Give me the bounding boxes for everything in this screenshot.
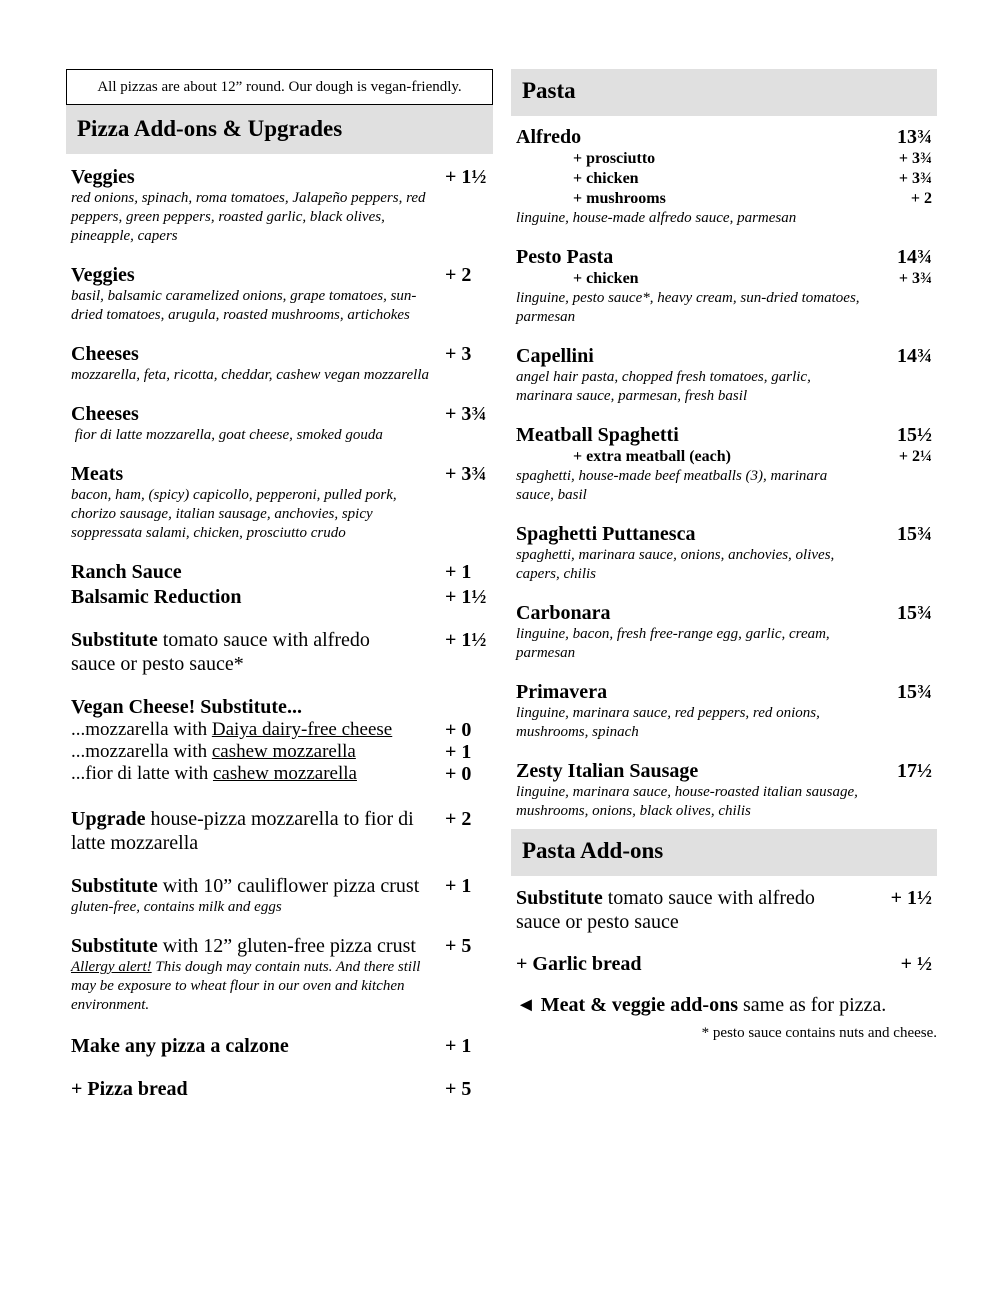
item-name-bold: Substitute bbox=[71, 629, 158, 651]
item-name: Spaghetti Puttanesca bbox=[516, 523, 696, 545]
addon-price: + 3¾ bbox=[898, 270, 932, 287]
item-description: linguine, marinara sauce, house-roasted italian sausage, mushrooms, onions, black olives, chilis bbox=[516, 784, 858, 819]
item-description: red onions, spinach, roma tomatoes, Jalapeño peppers, red peppers, green peppers, roasted garlic, black olives, pineapple, capers bbox=[71, 190, 426, 244]
addon-name: + prosciutto bbox=[573, 150, 656, 167]
item-description: mozzarella, feta, ricotta, cheddar, cashew vegan mozzarella bbox=[71, 367, 430, 383]
item-name-bold: Substitute bbox=[516, 887, 603, 909]
item-name bbox=[71, 628, 411, 676]
addon-name: + mushrooms bbox=[573, 190, 666, 207]
menu-item-zesty-sausage bbox=[511, 759, 937, 821]
menu-item-gluten-free-crust bbox=[66, 934, 493, 1015]
item-name-bold: Substitute bbox=[71, 935, 158, 957]
item-price: + 1 bbox=[445, 741, 472, 763]
menu-item-pizza-bread bbox=[66, 1077, 493, 1101]
item-price: 15¾ bbox=[897, 602, 932, 624]
item-name: Zesty Italian Sausage bbox=[516, 760, 699, 782]
item-description: fior di latte mozzarella, goat cheese, smoked gouda bbox=[71, 427, 383, 443]
vegan-option-link[interactable]: Daiya dairy-free cheese bbox=[211, 719, 393, 740]
vegan-option-prefix: ...fior di latte with bbox=[71, 763, 213, 784]
item-price: + 5 bbox=[445, 935, 472, 957]
menu-item-capellini bbox=[511, 344, 937, 406]
vegan-option bbox=[66, 741, 493, 763]
menu-item-veggies-2 bbox=[66, 263, 493, 325]
meat-veggie-note bbox=[511, 994, 937, 1017]
item-name bbox=[71, 807, 421, 855]
item-name: Ranch Sauce bbox=[71, 561, 182, 583]
item-price: + 2 bbox=[445, 808, 472, 830]
menu-item-substitute-sauce bbox=[66, 628, 493, 676]
menu-item-carbonara bbox=[511, 601, 937, 663]
allergy-alert-text: This dough may contain nuts. And there still may be exposure to wheat flour in our oven and kitchen environment. bbox=[71, 959, 421, 1013]
item-description: linguine, marinara sauce, red peppers, red onions, mushrooms, spinach bbox=[516, 705, 820, 740]
item-description: linguine, pesto sauce*, heavy cream, sun-dried tomatoes, parmesan bbox=[516, 290, 860, 325]
item-name-bold: Upgrade bbox=[71, 808, 146, 830]
item-name bbox=[516, 886, 856, 934]
addon-row bbox=[511, 189, 937, 209]
item-name bbox=[71, 934, 416, 958]
addon-price: + 3¾ bbox=[898, 150, 932, 167]
menu-item-ranch bbox=[66, 560, 493, 584]
menu-item-pesto-pasta bbox=[511, 245, 937, 327]
addon-name: + extra meatball (each) bbox=[573, 448, 731, 465]
item-price: + 1½ bbox=[890, 887, 932, 909]
item-description: gluten-free, contains milk and eggs bbox=[71, 899, 282, 915]
allergy-alert-link[interactable]: Allergy alert! bbox=[71, 959, 152, 975]
meat-note-rest: same as for pizza. bbox=[738, 994, 887, 1016]
item-price: 14¾ bbox=[897, 246, 932, 268]
item-name: Make any pizza a calzone bbox=[71, 1035, 289, 1057]
item-name-rest: with 12” gluten-free pizza crust bbox=[157, 935, 416, 957]
item-price: 17½ bbox=[897, 760, 932, 782]
item-description: basil, balsamic caramelized onions, grape tomatoes, sun-dried tomatoes, arugula, roasted mushrooms, artichokes bbox=[71, 288, 417, 323]
addon-name: + chicken bbox=[573, 270, 639, 287]
item-name: + Garlic bread bbox=[516, 953, 642, 975]
item-description: spaghetti, house-made beef meatballs (3), marinara sauce, basil bbox=[516, 468, 828, 503]
addon-row bbox=[511, 269, 937, 289]
pizza-size-note bbox=[66, 69, 493, 105]
addon-price: + 3¾ bbox=[898, 170, 932, 187]
item-name: Cheeses bbox=[71, 403, 139, 425]
item-description: bacon, ham, (spicy) capicollo, pepperoni, pulled pork, chorizo sausage, italian sausage, anchovies, spicy soppressata salami, chicken, prosciutto crudo bbox=[71, 487, 397, 541]
item-description: angel hair pasta, chopped fresh tomatoes, garlic, marinara sauce, parmesan, fresh basil bbox=[516, 369, 811, 404]
item-name: Cheeses bbox=[71, 343, 139, 365]
pesto-footnote: * pesto sauce contains nuts and cheese. bbox=[701, 1025, 937, 1041]
item-price: + 1½ bbox=[445, 586, 487, 608]
menu-item-cheeses-1 bbox=[66, 342, 493, 385]
vegan-cheese-heading: Vegan Cheese! Substitute... bbox=[71, 696, 302, 718]
vegan-cheese-section bbox=[66, 695, 493, 785]
item-price: + 3¾ bbox=[445, 403, 487, 425]
addon-row bbox=[511, 169, 937, 189]
item-name: Veggies bbox=[71, 264, 135, 286]
pizza-addons-heading: Pizza Add-ons & Upgrades bbox=[66, 105, 493, 154]
meat-note-bold: Meat & veggie add-ons bbox=[540, 994, 738, 1016]
menu-item-meats bbox=[66, 462, 493, 543]
menu-item-upgrade-mozzarella bbox=[66, 807, 493, 855]
item-name bbox=[71, 874, 419, 898]
item-price: + 0 bbox=[445, 719, 472, 741]
addon-row bbox=[511, 447, 937, 467]
item-price: 15¾ bbox=[897, 681, 932, 703]
menu-item-cauliflower-crust bbox=[66, 874, 493, 917]
item-name: Carbonara bbox=[516, 602, 611, 624]
item-name: Pesto Pasta bbox=[516, 246, 614, 268]
pasta-addons-heading: Pasta Add-ons bbox=[511, 829, 937, 876]
item-name: + Pizza bread bbox=[71, 1078, 188, 1100]
vegan-option-prefix: ...mozzarella with bbox=[71, 741, 212, 762]
item-name-rest: tomato sauce with alfredo sauce or pesto sauce bbox=[516, 887, 815, 933]
vegan-option-link[interactable]: cashew mozzarella bbox=[212, 763, 357, 784]
pizza-size-note-text: All pizzas are about 12” round. Our dough is vegan-friendly. bbox=[97, 78, 462, 95]
vegan-option-link[interactable]: cashew mozzarella bbox=[211, 741, 356, 762]
item-price: 15½ bbox=[897, 424, 932, 446]
item-description: spaghetti, marinara sauce, onions, anchovies, olives, capers, chilis bbox=[516, 547, 835, 582]
vegan-option bbox=[66, 719, 493, 741]
item-name-bold: Substitute bbox=[71, 875, 158, 897]
pasta-substitute-sauce bbox=[511, 886, 937, 934]
item-name: Meats bbox=[71, 463, 124, 485]
addon-price: + 2¼ bbox=[898, 448, 932, 465]
menu-item-alfredo bbox=[511, 125, 937, 228]
item-name: Meatball Spaghetti bbox=[516, 424, 679, 446]
item-price: + 1 bbox=[445, 561, 472, 583]
item-description: linguine, house-made alfredo sauce, parmesan bbox=[516, 210, 797, 226]
vegan-option-prefix: ...mozzarella with bbox=[71, 719, 212, 740]
item-description: linguine, bacon, fresh free-range egg, garlic, cream, parmesan bbox=[516, 626, 830, 661]
menu-item-calzone bbox=[66, 1034, 493, 1058]
item-name-rest: tomato sauce with alfredo sauce or pesto sauce* bbox=[71, 629, 370, 675]
menu-item-puttanesca bbox=[511, 522, 937, 584]
item-price: + 1½ bbox=[445, 166, 487, 188]
item-price: + 1 bbox=[445, 875, 472, 897]
item-name-rest: house-pizza mozzarella to fior di latte mozzarella bbox=[71, 808, 414, 854]
item-price: + 0 bbox=[445, 763, 472, 785]
item-price: + 3 bbox=[445, 343, 472, 365]
pizza-addons-column bbox=[66, 69, 493, 1101]
menu-item-veggies-1 bbox=[66, 165, 493, 246]
left-arrow-icon: ◄ bbox=[516, 994, 541, 1016]
addon-price: + 2 bbox=[910, 190, 932, 207]
item-price: + 1 bbox=[445, 1035, 472, 1057]
item-name-rest: with 10” cauliflower pizza crust bbox=[157, 875, 420, 897]
menu-item-meatball-spaghetti bbox=[511, 423, 937, 505]
item-price: + ½ bbox=[900, 953, 932, 975]
item-name: Veggies bbox=[71, 166, 135, 188]
item-name: Capellini bbox=[516, 345, 594, 367]
item-price: + 2 bbox=[445, 264, 472, 286]
item-price: + 5 bbox=[445, 1078, 472, 1100]
menu-item-cheeses-2 bbox=[66, 402, 493, 445]
item-name: Balsamic Reduction bbox=[71, 586, 242, 608]
item-price: 14¾ bbox=[897, 345, 932, 367]
item-name: Primavera bbox=[516, 681, 608, 703]
vegan-option bbox=[66, 763, 493, 785]
pasta-garlic-bread bbox=[511, 952, 937, 976]
item-price: + 3¾ bbox=[445, 463, 487, 485]
item-price: 15¾ bbox=[897, 523, 932, 545]
pasta-column bbox=[511, 69, 937, 1042]
item-name: Alfredo bbox=[516, 126, 582, 148]
menu-item-balsamic bbox=[66, 585, 493, 609]
addon-row bbox=[511, 149, 937, 169]
item-price: 13¾ bbox=[897, 126, 932, 148]
pasta-heading: Pasta bbox=[511, 69, 937, 116]
item-description bbox=[66, 958, 431, 1015]
menu-item-primavera bbox=[511, 680, 937, 742]
item-price: + 1½ bbox=[445, 629, 487, 651]
addon-name: + chicken bbox=[573, 170, 639, 187]
